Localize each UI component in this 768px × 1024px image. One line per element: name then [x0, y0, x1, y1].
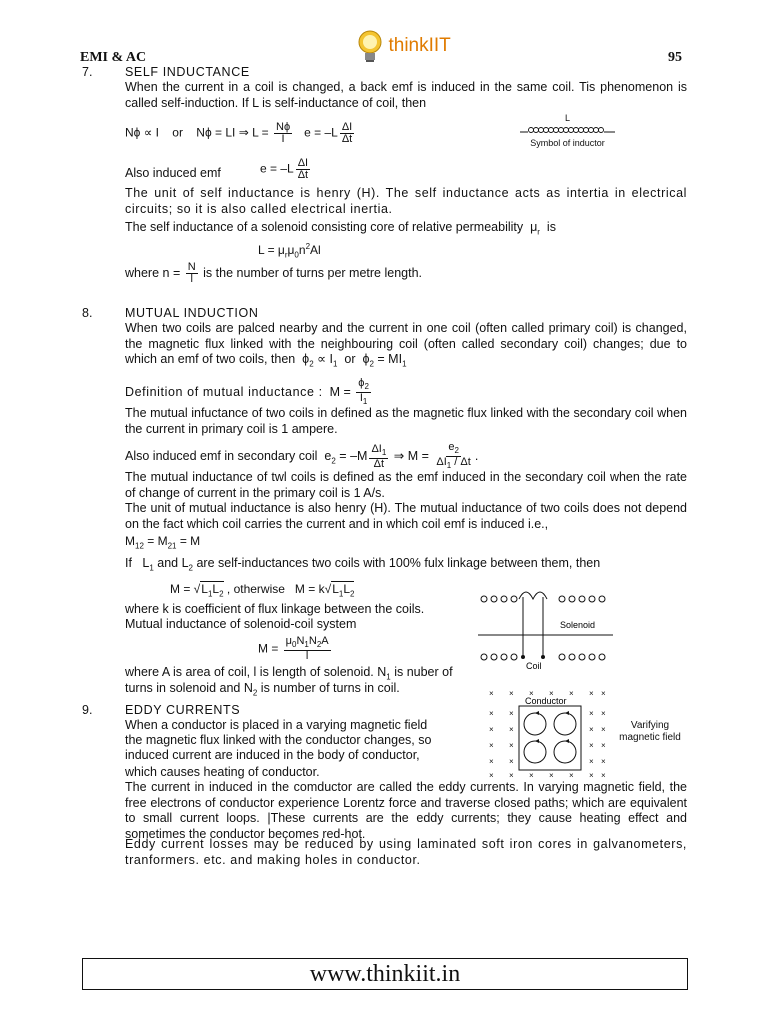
solenoid-inductance-formula: $L = \mu_r\mu_0n^2Al$ [258, 242, 321, 260]
svg-text:×: × [601, 771, 606, 780]
s7-para-3-end: is [546, 220, 556, 234]
section-7-title: SELF INDUCTANCE [125, 65, 250, 79]
s8-para-3: The mutual inductance of twl coils is defined as the emf induced in the secondary coil when the rate of change of current in the primary coil is 1 A/s. [125, 470, 687, 500]
svg-text:×: × [489, 725, 494, 734]
svg-text:×: × [509, 771, 514, 780]
section-9-number: 9. [82, 703, 93, 717]
logo-text: thinkIIT [388, 35, 451, 56]
induced-emf-formula: e = –L $\frac{\Delta I}{\Delta t}$ [260, 157, 309, 181]
page-number: 95 [668, 50, 682, 65]
area-text-2: is nuber of [394, 665, 453, 679]
conductor-label: Conductor [525, 696, 567, 706]
section-7-number: 7. [82, 65, 93, 79]
svg-text:×: × [489, 741, 494, 750]
section-8-number: 8. [82, 306, 93, 320]
inductor-coil-icon [520, 123, 615, 135]
inductor-caption: Symbol of inductor [530, 138, 605, 148]
s9-line-4: which causes heating of conductor. [125, 765, 320, 779]
area-text-3: turns in solenoid and N [125, 681, 253, 695]
svg-text:×: × [489, 709, 494, 718]
chapter-title: EMI & AC [80, 50, 147, 65]
section-8-title: MUTUAL INDUCTION [125, 306, 259, 320]
s9-line-1: When a conductor is placed in a varying magnetic field [125, 718, 428, 732]
s7-para-1: When the current in a coil is changed, a back emf is induced in the same coil. Tis phenomenon is called self-induction. If L is self-inductance of coil, then [125, 80, 687, 110]
field-label-2: magnetic field [619, 732, 681, 743]
svg-text:×: × [489, 757, 494, 766]
inductor-label: L [564, 113, 570, 123]
area-line-2: turns in solenoid and $N_2$ is number of turns in coil. [125, 681, 400, 698]
svg-text:×: × [601, 725, 606, 734]
s9-line-2: the magnetic flux linked with the conductor changes, so [125, 733, 432, 747]
svg-text:×: × [569, 689, 574, 698]
svg-text:×: × [589, 771, 594, 780]
lightbulb-icon [355, 28, 385, 64]
svg-text:×: × [509, 689, 514, 698]
s8-para-1: When two coils are palced nearby and the current in one coil (often called primary coil) is changed, the magnetic flux linked with the neighbouring coil (often called secondary coil) changes; due to which an emf of two coils, then $\phi_2 \propto I_1$ or $\phi_2 = MI_1$ [125, 321, 687, 369]
svg-text:×: × [549, 771, 554, 780]
where-end-text: is the number of turns per metre length. [203, 265, 423, 280]
s8-para-1-text: When two coils are palced nearby and the current in one coil (often called primary coil) is changed, the magnetic flux linked with the neighbouring coil (often called secondary coil) changes; due to which an emf of two coils, then [125, 321, 687, 366]
field-label-1: Varifying [630, 720, 670, 731]
svg-text:×: × [549, 689, 554, 698]
svg-text:×: × [601, 741, 606, 750]
svg-text:×: × [589, 709, 594, 718]
if-line: If $L_1$ and $L_2$ are self-inductances two coils with 100% fulx linkage between them, then [125, 556, 601, 573]
svg-text:×: × [529, 771, 534, 780]
if-text: are self-inductances two coils with 100% fulx linkage between them, then [196, 556, 601, 570]
inductor-symbol [520, 113, 615, 148]
area-text-4: is number of turns in coil. [260, 681, 400, 695]
solenoid-system-text: Mutual inductance of solenoid-coil system [125, 617, 357, 631]
turns-per-length-line: where n = $\frac{N}{l}$ is the number of turns per metre length. [125, 261, 423, 285]
svg-text:×: × [589, 725, 594, 734]
reciprocity-formula: $M_{12} = M_{21} = M$ [125, 534, 201, 551]
s8-para-2: The mutual infuctance of two coils in defined as the magnetic flux linked with the secondary coil when the current in primary coil is 1 ampere. [125, 406, 687, 436]
solenoid-label: Solenoid [560, 620, 596, 630]
k-text: where k is coefficient of flux linkage between the coils. [125, 602, 425, 616]
svg-text:×: × [489, 689, 494, 698]
or-text: or [344, 352, 356, 366]
coil-label: Coil [526, 661, 542, 671]
s7-para-3-text: The self inductance of a solenoid consisting core of relative permeability [125, 220, 524, 234]
footer-url[interactable]: www.thinkiit.in [309, 961, 461, 987]
eddy-current-diagram [485, 686, 610, 780]
area-text-1: where A is area of coil, l is length of solenoid. N [125, 665, 387, 679]
svg-text:×: × [601, 757, 606, 766]
solenoid-mutual-formula: M = $\frac{\mu_0N_1N_2A}{l}$ [258, 635, 329, 663]
coupling-formula: $M = √L_1L_2$ , otherwise $M = k√L_1L_2$ [170, 582, 355, 599]
svg-text:×: × [489, 771, 494, 780]
svg-text:×: × [509, 741, 514, 750]
logo [355, 28, 451, 64]
secondary-emf-label: Also induced emf in secondary coil [125, 448, 318, 463]
svg-text:×: × [509, 757, 514, 766]
s8-para-4: The unit of mutual inductance is also henry (H). The mutual inductance of two coils does not depend on the fact which coil carries the current and in which coil emf is induced i.e., [125, 501, 687, 531]
svg-text:×: × [529, 689, 534, 698]
otherwise-text: otherwise [233, 582, 285, 596]
s9-para-3: Eddy current losses may be reduced by using laminated soft iron cores in galvanometers, tranformers. etc. and making holes in conductor. [125, 837, 687, 867]
svg-text:×: × [601, 689, 606, 698]
s9-para-2: The current in induced in the comductor are called the eddy currents. In varying magnetic field, the free electrons of conductor experience Lorentz force and traverse closed paths; which are equivalent to small current loops. |These currents are the eddy currents; they cause heating effect and sometimes the conductor becomes red-hot. [125, 780, 687, 841]
svg-text:×: × [589, 757, 594, 766]
secondary-emf-line: Also induced emf in secondary coil $e_2 = -M$ $\frac{\Delta I_1}{\Delta t}$ ⇒ M = $\frac{e_2}{\Delta I_1 / \Delta t}$ . [125, 441, 479, 471]
section-9-title: EDDY CURRENTS [125, 703, 241, 717]
s9-line-3: induced current are induced in the body of conductor, [125, 748, 420, 762]
svg-text:×: × [589, 689, 594, 698]
induced-emf-label: Also induced emf [125, 166, 221, 180]
s7-para-2: The unit of self inductance is henry (H). The self inductance acts as intertia in electrical circuits; so it is also called electrical inertia. [125, 186, 687, 216]
mutual-definition-line: Definition of mutual inductance : M = $\frac{\phi_2}{I_1}$ [125, 377, 369, 407]
where-text: where [125, 265, 160, 280]
solenoid-coil-diagram [478, 585, 613, 675]
svg-text:×: × [601, 709, 606, 718]
svg-text:×: × [509, 725, 514, 734]
svg-text:×: × [589, 741, 594, 750]
svg-text:×: × [569, 771, 574, 780]
varying-field-label [618, 720, 682, 744]
definition-label: Definition of mutual inductance : [125, 384, 323, 399]
footer-box [82, 958, 688, 990]
svg-text:×: × [509, 709, 514, 718]
s7-para-3: The self inductance of a solenoid consisting core of relative permeability $\mu_r$ is [125, 220, 556, 237]
self-inductance-formula: Nϕ ∝ I or Nϕ = LI ⇒ L = $\frac{N\phi}{I}$ e = –L $\frac{\Delta I}{\Delta t}$ [125, 121, 353, 145]
area-line-1: where A is area of coil, l is length of solenoid. $N_1$ is nuber of [125, 665, 453, 682]
